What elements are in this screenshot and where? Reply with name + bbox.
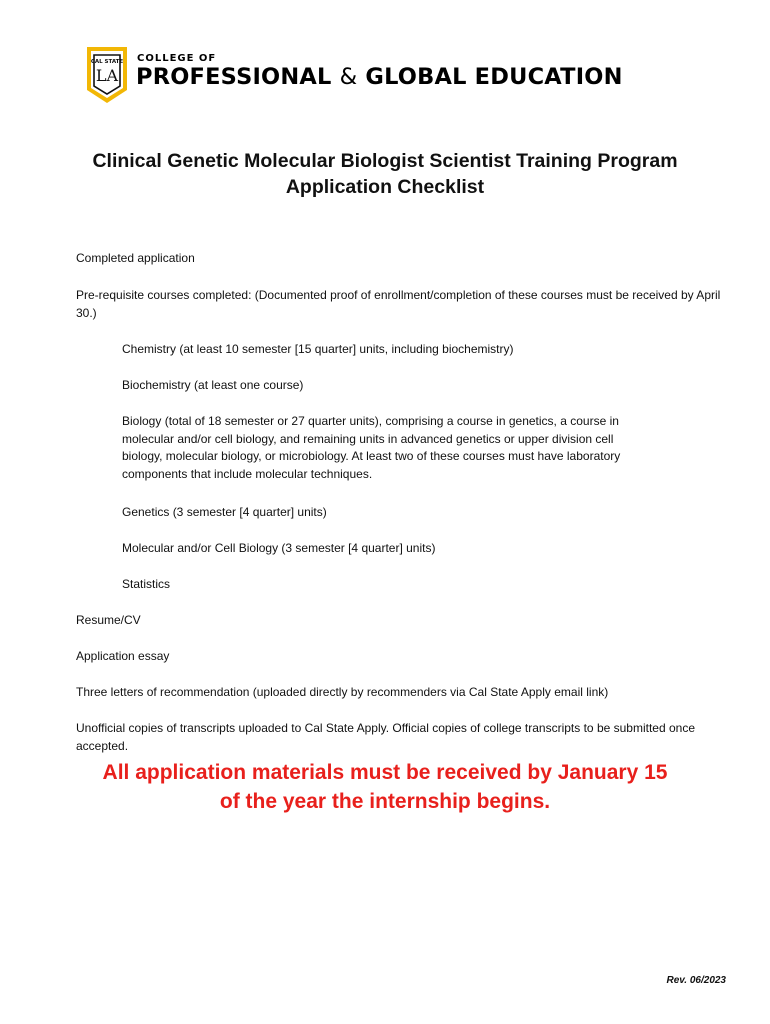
revision-date: Rev. 06/2023: [666, 975, 726, 986]
course-item-biochemistry: Biochemistry (at least one course): [122, 378, 304, 392]
checklist-item-completed-application: Completed application: [76, 251, 195, 265]
checklist-item-prerequisites: Pre-requisite courses completed: (Documented proof of enrollment/completion of these courses must be received by April 30.): [76, 288, 721, 320]
checklist-title: Application Checklist: [285, 176, 485, 198]
deadline-notice-line2: of the year the internship begins.: [219, 790, 551, 813]
college-name-part2: GLOBAL EDUCATION: [365, 64, 623, 90]
course-item-molecular-cell-biology: Molecular and/or Cell Biology (3 semester [4 quarter] units): [122, 541, 436, 555]
college-name-ampersand: &: [339, 64, 358, 90]
college-of-label: COLLEGE OF: [137, 53, 217, 64]
college-logo: [86, 46, 696, 106]
program-title: Clinical Genetic Molecular Biologist Scientist Training Program: [92, 150, 678, 172]
course-item-statistics: Statistics: [122, 577, 171, 591]
seal-la-text: LA: [95, 66, 119, 85]
deadline-notice-line1: All application materials must be received by January 15: [102, 761, 668, 784]
college-name-part1: PROFESSIONAL: [136, 64, 332, 90]
seal-cal-state-text: CAL STATE: [90, 59, 124, 65]
course-item-genetics: Genetics (3 semester [4 quarter] units): [122, 505, 327, 519]
cal-state-la-seal: [86, 46, 128, 104]
college-name: [136, 64, 623, 90]
checklist-item-transcripts: Unofficial copies of transcripts uploaded to Cal State Apply. Official copies of college transcripts to be submitted once accepted.: [76, 721, 696, 753]
checklist-item-essay: Application essay: [76, 649, 170, 663]
checklist-item-letters: Three letters of recommendation (uploaded directly by recommenders via Cal State Apply email link): [76, 685, 609, 699]
checklist-item-resume: Resume/CV: [76, 613, 141, 627]
course-item-biology: Biology (total of 18 semester or 27 quarter units), comprising a course in genetics, a course in molecular and/or cell biology, and remaining units in advanced genetics or upper division cell biology, molecular biology, or microbiology. At least two of these courses must have laboratory components that include molecular techniques.: [122, 414, 621, 481]
course-item-chemistry: Chemistry (at least 10 semester [15 quarter] units, including biochemistry): [122, 342, 514, 356]
